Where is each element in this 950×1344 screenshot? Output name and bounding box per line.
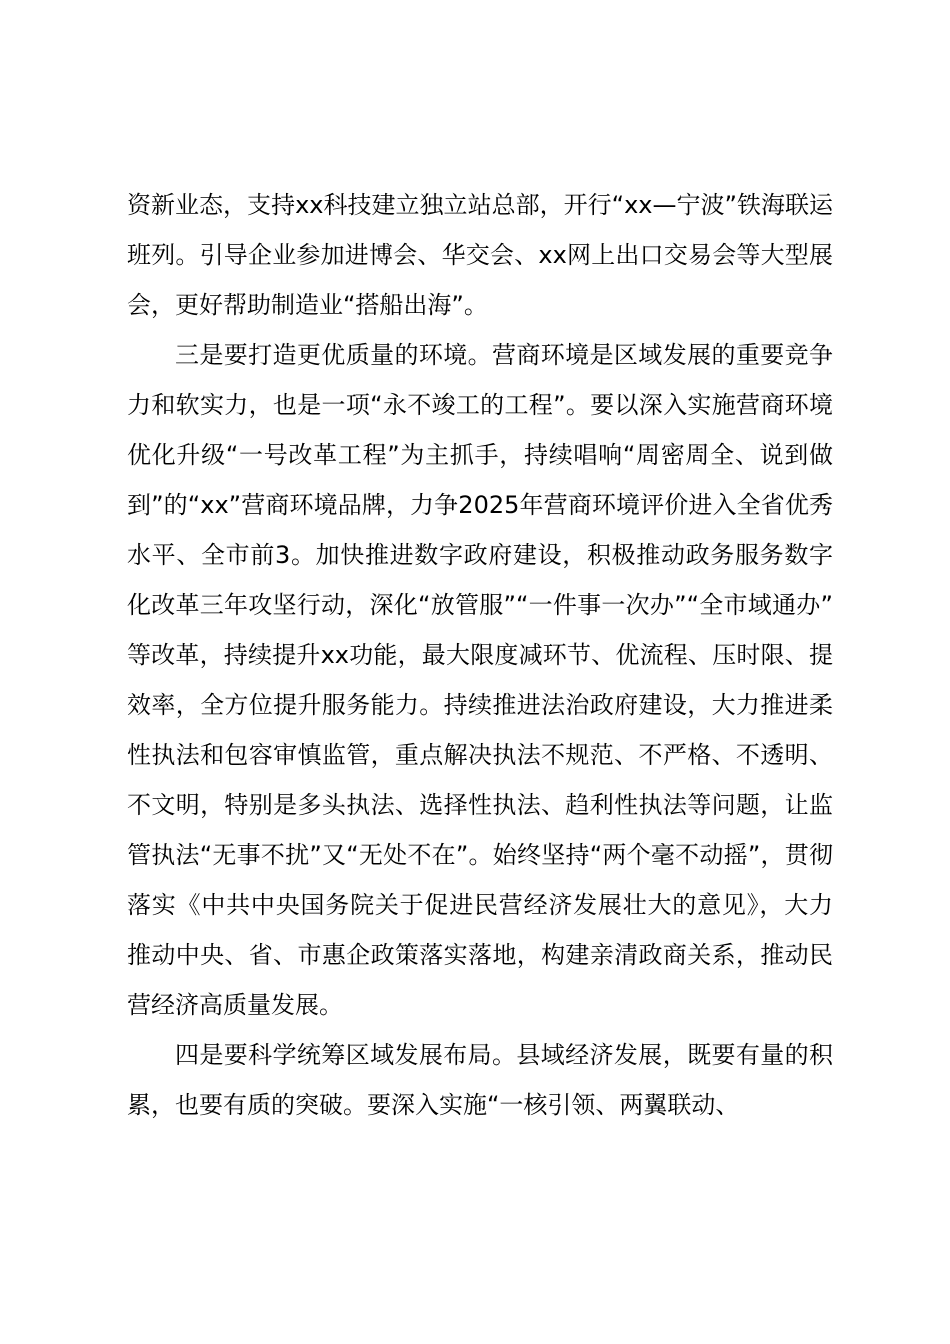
paragraph-regional-layout: 四是要科学统筹区域发展布局。县域经济发展，既要有量的积累，也要有质的突破。要深入实施“一核引领、两翼联动、 bbox=[127, 1041, 833, 1119]
document-body bbox=[127, 180, 833, 1130]
paragraph-business-environment: 三是要打造更优质量的环境。营商环境是区域发展的重要竞争力和软实力，也是一项“永不竣工的工程”。要以深入实施营商环境优化升级“一号改革工程”为主抓手，持续唱响“周密周全、说到做到”的“xx”营商环境品牌，力争2025年营商环境评价进入全省优秀水平、全市前3。加快推进数字政府建设，积极推动政务服务数字化改革三年攻坚行动，深化“放管服”“一件事一次办”“全市域通办”等改革，持续提升xx功能，最大限度减环节、优流程、压时限、提效率，全方位提升服务能力。持续推进法治政府建设，大力推进柔性执法和包容审慎监管，重点解决执法不规范、不严格、不透明、不文明，特别是多头执法、选择性执法、趋利性执法等问题，让监管执法“无事不扰”又“无处不在”。始终坚持“两个毫不动摇”，贯彻落实《中共中央国务院关于促进民营经济发展壮大的意见》，大力推动中央、省、市惠企政策落实落地，构建亲清政商关系，推动民营经济高质量发展。 bbox=[127, 341, 833, 1019]
paragraph-continuation: 资新业态，支持xx科技建立独立站总部，开行“xx—宁波”铁海联运班列。引导企业参加进博会、华交会、xx网上出口交易会等大型展会，更好帮助制造业“搭船出海”。 bbox=[127, 191, 833, 319]
